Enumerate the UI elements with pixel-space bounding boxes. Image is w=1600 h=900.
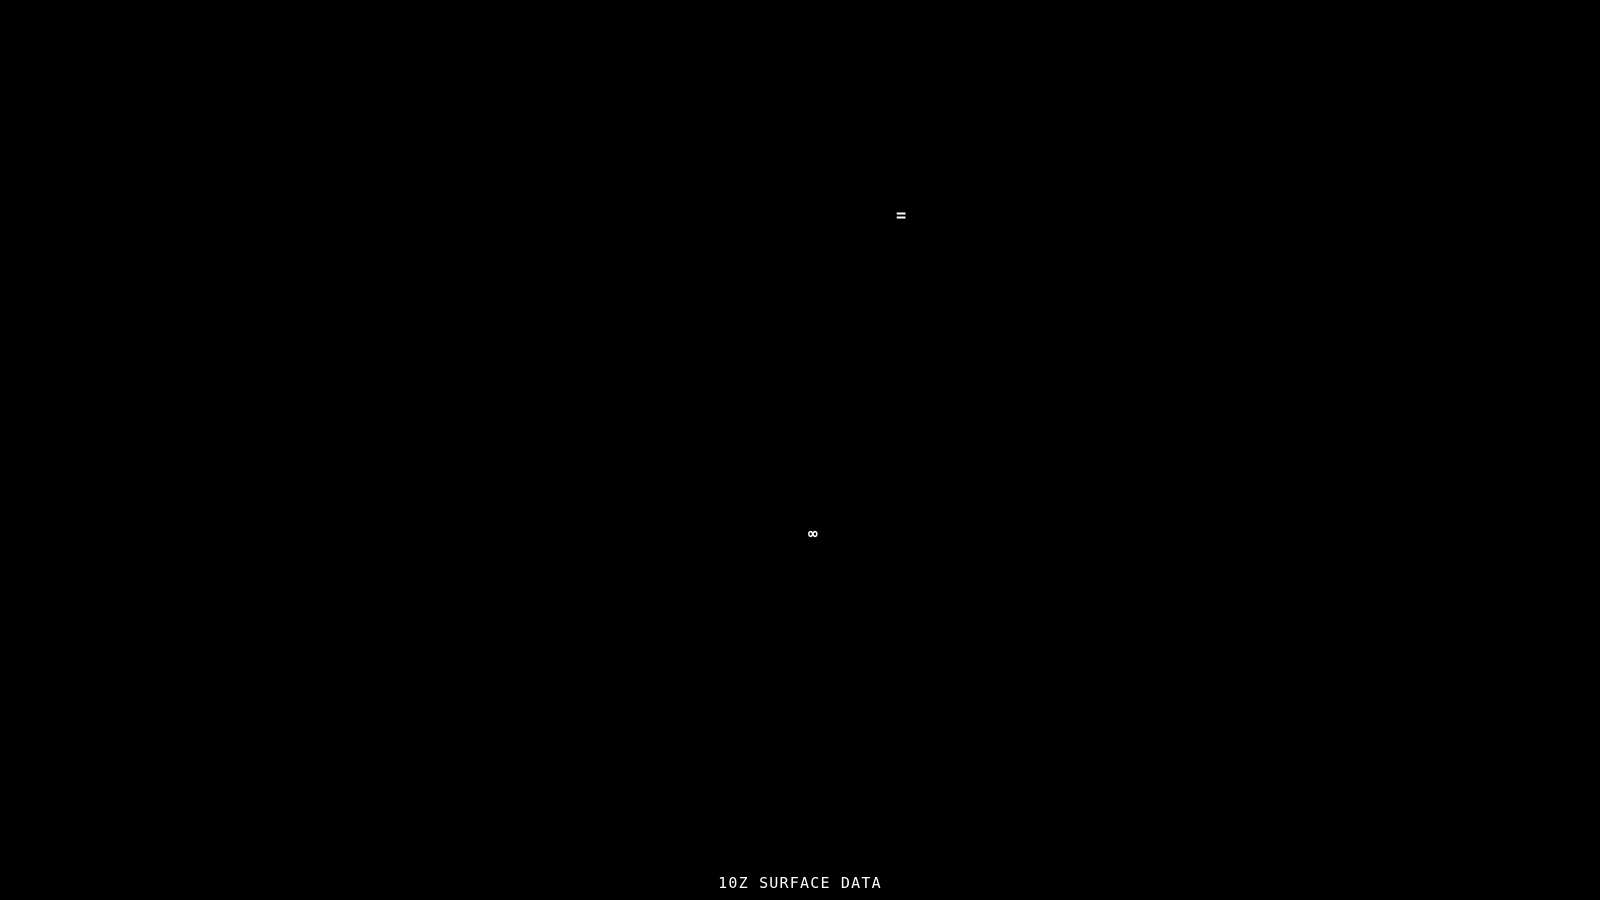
infinity-icon: ∞	[808, 524, 818, 543]
surface-data-caption: 10Z SURFACE DATA	[718, 874, 882, 892]
equals-icon: =	[896, 206, 907, 226]
